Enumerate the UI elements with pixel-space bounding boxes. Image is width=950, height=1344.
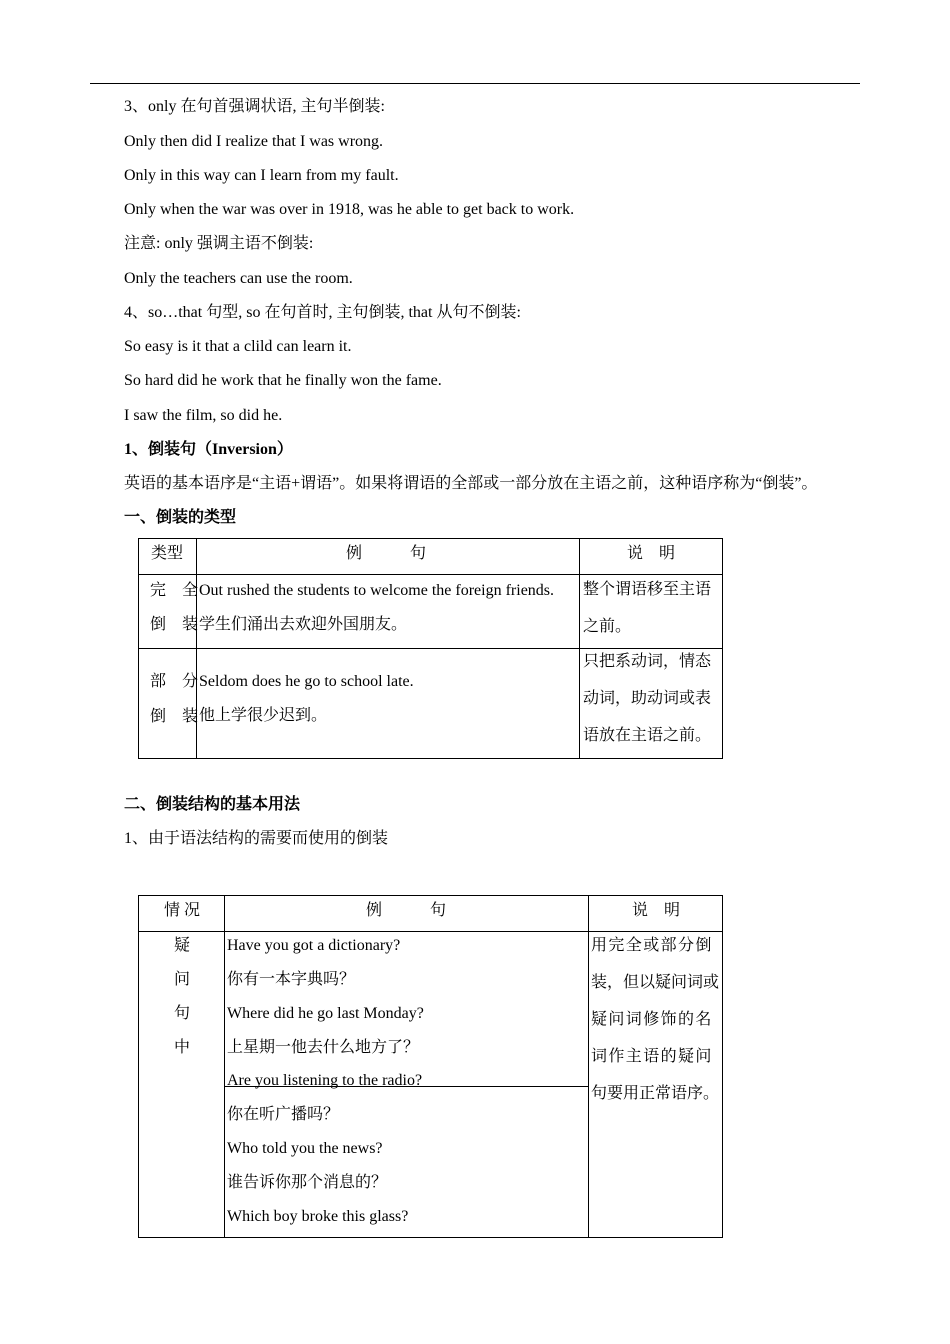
example-cell: Have you got a dictionary? [227, 937, 401, 954]
example-cell: Where did he go last Monday? [227, 1005, 424, 1022]
example-cell: Which boy broke this glass? [227, 1208, 409, 1225]
note-cell: 整个谓语移至主语 [583, 581, 712, 598]
text-line: Only then did I realize that I was wrong. [124, 133, 384, 150]
header-rule [90, 83, 860, 84]
example-cell: Seldom does he go to school late. [199, 673, 414, 690]
type-cell: 完 全 [150, 582, 205, 599]
text-line: Only when the war was over in 1918, was he able to get back to work. [124, 201, 575, 218]
header-note: 说 明 [627, 545, 676, 562]
case-char: 问 [174, 971, 191, 988]
header-example: 例 句 [366, 902, 447, 919]
text-line: I saw the film, so did he. [124, 407, 283, 424]
example-cell: Who told you the news? [227, 1140, 383, 1157]
example-cell: 学生们涌出去欢迎外国朋友。 [199, 616, 408, 633]
case-char: 句 [174, 1005, 191, 1022]
note-cell: 只把系动词，情态 [583, 653, 712, 670]
example-cell: Out rushed the students to welcome the foreign friends. [199, 582, 555, 599]
text-line: 注意: only 强调主语不倒装: [124, 235, 314, 252]
text-line: 4、so…that 句型, so 在句首时, 主句倒装, that 从句不倒装: [124, 304, 521, 321]
note-cell: 装，但以疑问词或 [591, 974, 720, 991]
paragraph: 英语的基本语序是“主语+谓语”。如果将谓语的全部或一部分放在主语之前，这种语序称为“倒装”。 [124, 475, 818, 492]
case-char: 中 [174, 1039, 191, 1056]
text-line: So easy is it that a clild can learn it. [124, 338, 352, 355]
example-cell: 你有一本字典吗？ [227, 971, 356, 988]
header-case: 情 况 [164, 902, 201, 919]
note-cell: 疑问词修饰的名 [591, 1011, 713, 1028]
inversion-usage-table [138, 895, 723, 1238]
note-cell: 语放在主语之前。 [583, 727, 712, 744]
section-heading: 1、倒装句（Inversion） [124, 441, 293, 458]
header-example: 例 句 [346, 545, 427, 562]
inversion-types-table [138, 538, 723, 759]
note-cell: 用完全或部分倒 [591, 937, 713, 954]
text-line: Only the teachers can use the room. [124, 270, 353, 287]
text-line: 3、only 在句首强调状语, 主句半倒装: [124, 98, 385, 115]
example-cell: 谁告诉你那个消息的？ [227, 1174, 388, 1191]
case-char: 疑 [174, 937, 191, 954]
type-cell: 倒 装 [150, 616, 205, 633]
note-cell: 动词，助动词或表 [583, 690, 712, 707]
example-cell: 他上学很少迟到。 [199, 707, 328, 724]
example-cell: 上星期一他去什么地方了？ [227, 1039, 420, 1056]
header-note: 说 明 [632, 902, 681, 919]
paragraph: 1、由于语法结构的需要而使用的倒装 [124, 830, 389, 847]
note-cell: 之前。 [583, 618, 632, 635]
section-heading: 一、倒装的类型 [124, 509, 237, 526]
note-cell: 词作主语的疑问 [591, 1048, 713, 1065]
text-line: Only in this way can I learn from my fault. [124, 167, 399, 184]
type-cell: 倒 装 [150, 708, 205, 725]
type-cell: 部 分 [150, 673, 205, 690]
example-cell: Are you listening to the radio? [227, 1072, 423, 1089]
section-heading: 二、倒装结构的基本用法 [124, 796, 301, 813]
header-type: 类型 [151, 545, 184, 562]
note-cell: 句要用正常语序。 [591, 1085, 720, 1102]
example-cell: 你在听广播吗？ [227, 1106, 340, 1123]
text-line: So hard did he work that he finally won the fame. [124, 372, 442, 389]
